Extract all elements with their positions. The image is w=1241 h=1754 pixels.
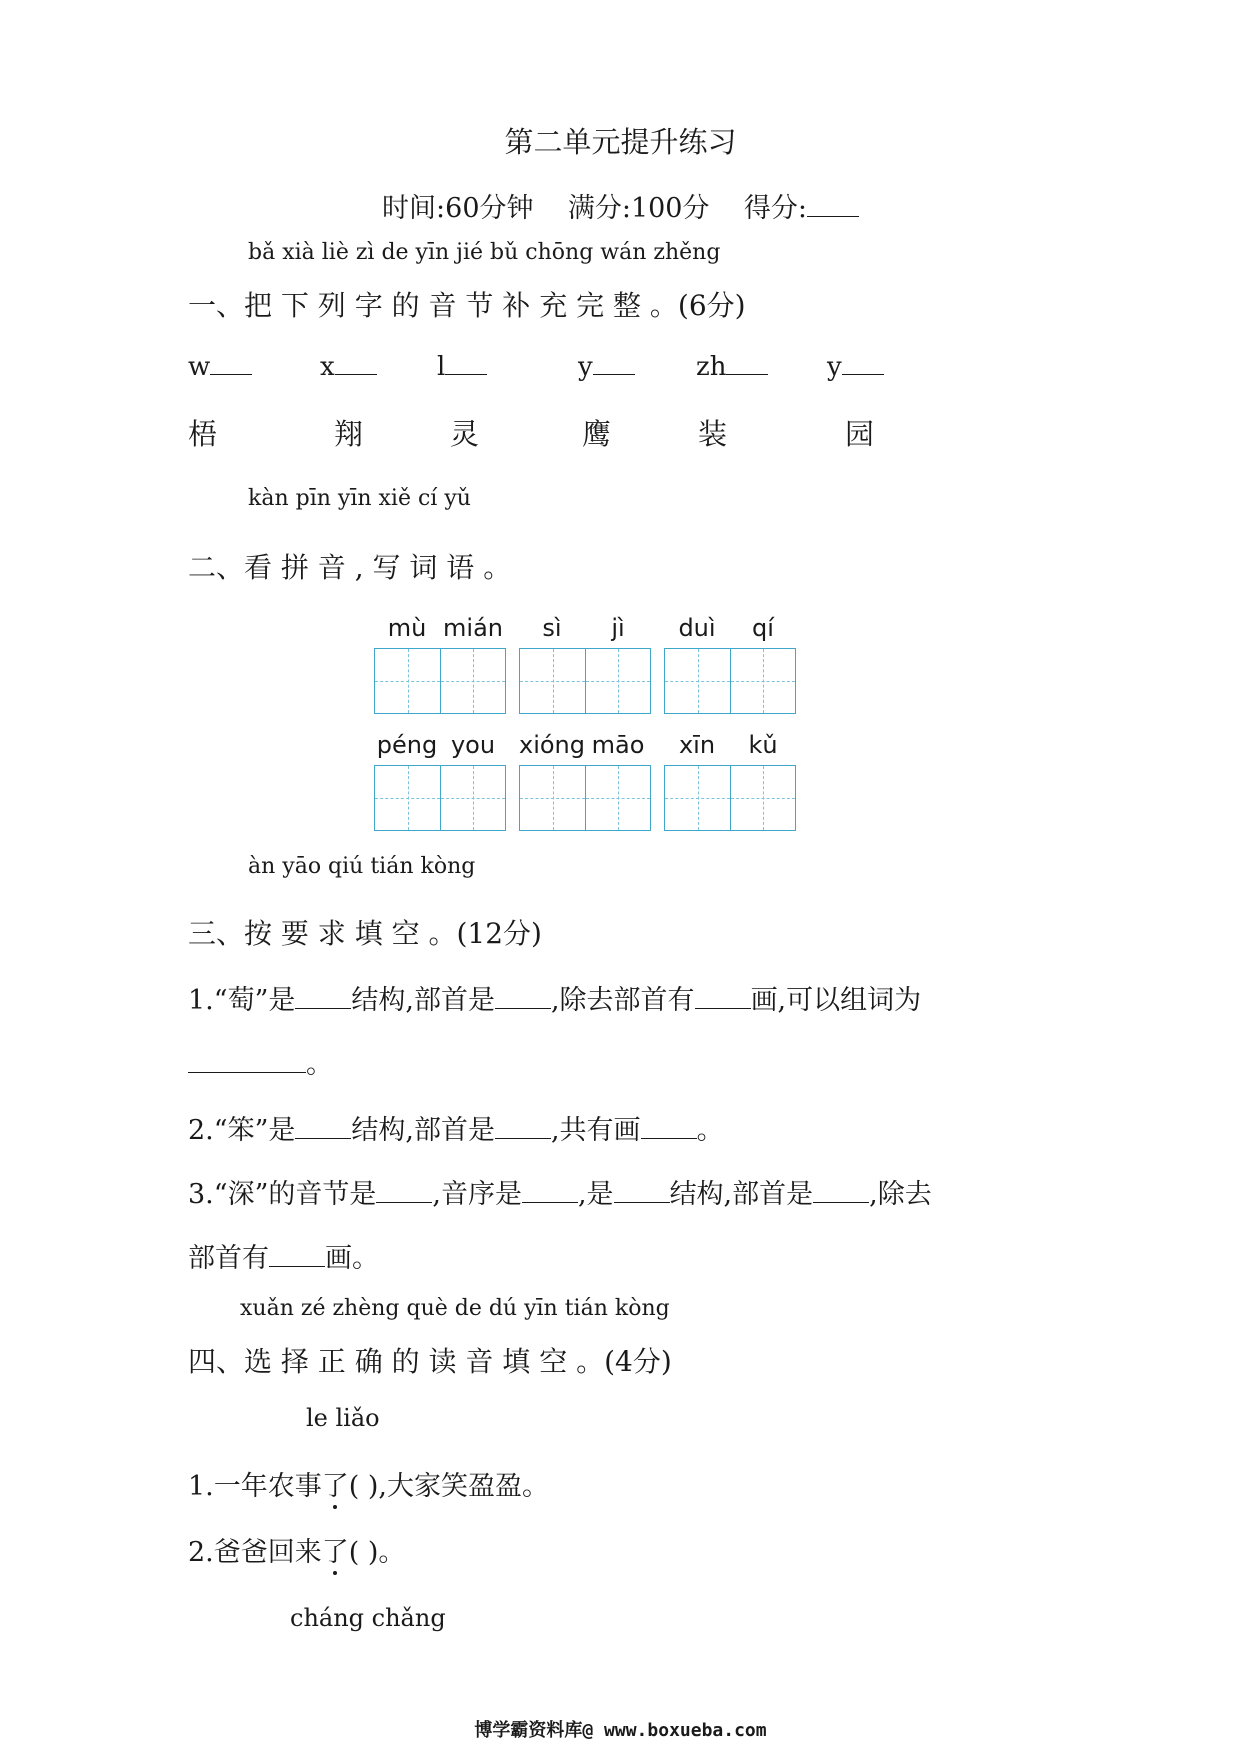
q1-blank-1[interactable]	[210, 356, 252, 375]
q3-2-blank-3[interactable]	[641, 1116, 697, 1139]
q1-blank-2[interactable]	[335, 356, 377, 375]
q3-3-blank-2[interactable]	[522, 1180, 578, 1203]
q2-heading: 二、看 拼 音 , 写 词 语 。	[188, 551, 512, 584]
q1-letter-3: l	[437, 352, 487, 382]
q3-pinyin: àn yāo qiú tián kòng	[248, 854, 476, 879]
q3-3-blank-5[interactable]	[269, 1244, 325, 1267]
q3-3-blank-4[interactable]	[813, 1180, 869, 1203]
q4-pinyin: xuǎn zé zhèng què de dú yīn tián kòng	[240, 1296, 670, 1321]
writing-box[interactable]	[374, 648, 506, 714]
q1-char-1: 梧	[188, 417, 218, 451]
q4-options-1: le liǎo	[306, 1404, 380, 1432]
q1-blank-4[interactable]	[593, 356, 635, 375]
q3-1-blank-1[interactable]	[295, 986, 351, 1009]
exam-meta	[0, 186, 1241, 225]
q3-item-1-cont: 。	[188, 1042, 333, 1081]
q3-3-blank-3[interactable]	[614, 1180, 670, 1203]
q3-2-blank-1[interactable]	[295, 1116, 351, 1139]
q1-letter-2: x	[320, 352, 377, 382]
writing-box[interactable]	[519, 648, 651, 714]
dotted-char: 了	[322, 1530, 349, 1569]
q3-item-3-cont: 部首有 画。	[188, 1243, 379, 1274]
q1-letter-4: y	[578, 352, 635, 382]
writing-box[interactable]	[664, 765, 796, 831]
writing-box[interactable]	[374, 765, 506, 831]
full-score: 满分:100分	[567, 193, 710, 224]
q4-sentence-2: 2.爸爸回来了( )。	[188, 1530, 405, 1569]
q4-options-2: cháng chǎng	[290, 1604, 446, 1632]
q1-letter-5: zh	[696, 352, 768, 382]
q1-char-6: 园	[845, 417, 875, 451]
q1-blank-5[interactable]	[726, 356, 768, 375]
q3-1-blank-4[interactable]	[188, 1050, 306, 1073]
q1-char-5: 装	[698, 417, 728, 451]
writing-box[interactable]	[664, 648, 796, 714]
q1-letter-1: w	[188, 352, 252, 382]
writing-box[interactable]	[519, 765, 651, 831]
q4-sentence-1: 1.一年农事了( ),大家笑盈盈。	[188, 1464, 549, 1503]
score-label: 得分:	[743, 193, 807, 224]
q4-heading: 四、选 择 正 确 的 读 音 填 空 。(4分)	[188, 1345, 672, 1378]
q3-item-3: 3.“深”的音节是 ,音序是 ,是 结构,部首是 ,除去	[188, 1179, 932, 1210]
dotted-char: 了	[322, 1464, 349, 1503]
time-limit: 时间:60分钟	[382, 193, 534, 224]
q1-char-2: 翔	[334, 417, 364, 451]
footer-watermark: 博学霸资料库@ www.boxueba.com	[474, 1720, 767, 1741]
q1-blank-3[interactable]	[445, 356, 487, 375]
q1-char-3: 灵	[450, 417, 480, 451]
page-title: 第二单元提升练习	[504, 125, 737, 159]
q3-heading: 三、按 要 求 填 空 。(12分)	[188, 917, 542, 950]
score-blank[interactable]	[807, 194, 859, 217]
q2-pinyin: kàn pīn yīn xiě cí yǔ	[248, 486, 471, 511]
q3-1-blank-2[interactable]	[495, 986, 551, 1009]
q3-3-blank-1[interactable]	[376, 1180, 432, 1203]
q1-blank-6[interactable]	[842, 356, 884, 375]
q1-heading: 一、把 下 列 字 的 音 节 补 充 完 整 。(6分)	[188, 289, 746, 322]
q1-letter-6: y	[827, 352, 884, 382]
q3-1-blank-3[interactable]	[695, 986, 751, 1009]
q3-2-blank-2[interactable]	[495, 1116, 551, 1139]
q1-pinyin: bǎ xià liè zì de yīn jié bǔ chōng wán zhěng	[248, 240, 721, 265]
q3-item-2: 2.“笨”是 结构,部首是 ,共有画 。	[188, 1115, 724, 1146]
q1-char-4: 鹰	[582, 417, 612, 451]
q3-item-1: 1.“萄”是 结构,部首是 ,除去部首有 画,可以组词为	[188, 985, 922, 1016]
